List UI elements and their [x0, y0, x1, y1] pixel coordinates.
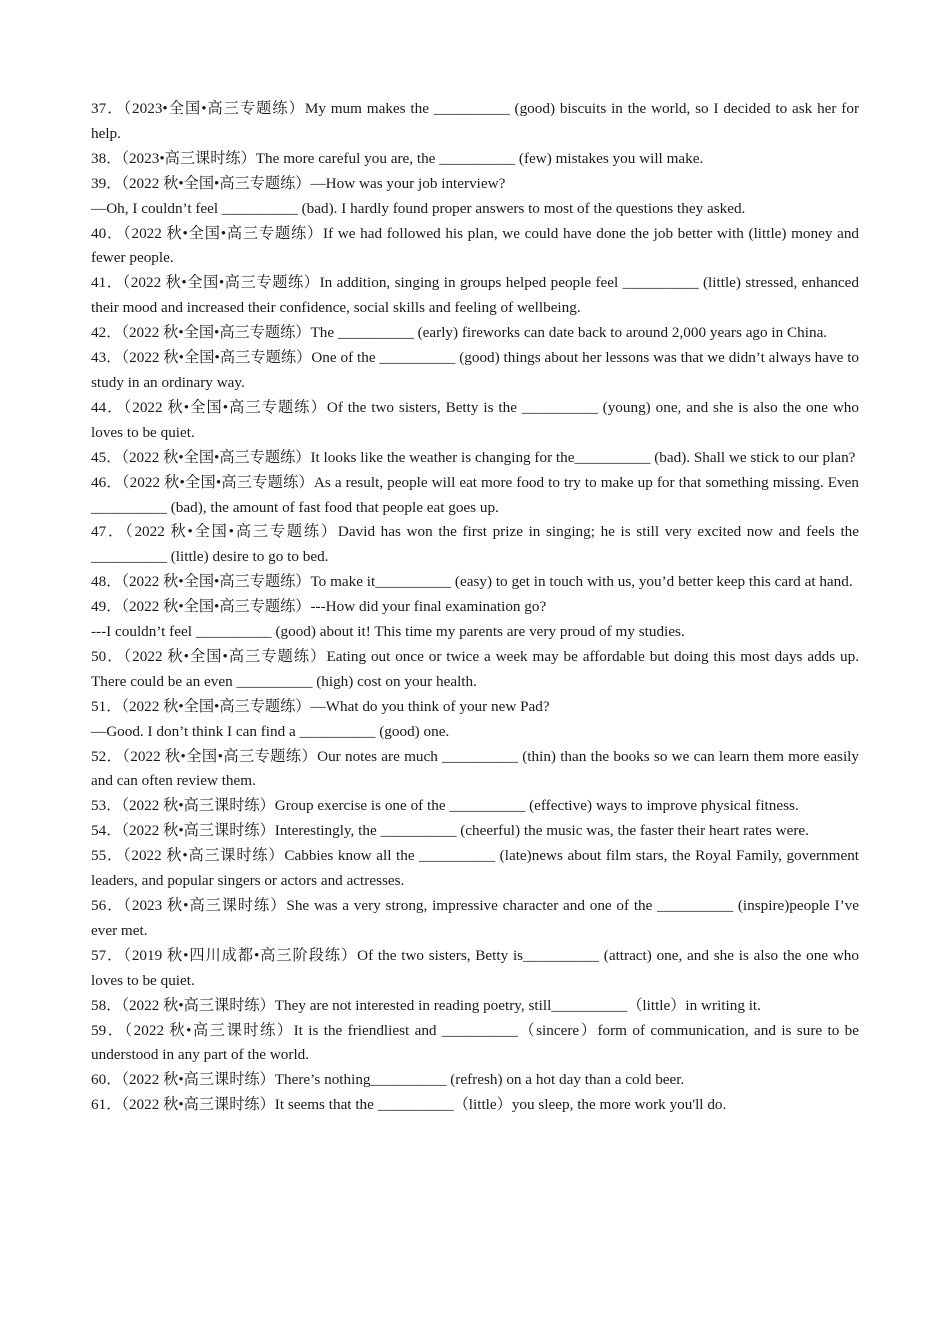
question-number: 56．: [91, 897, 124, 914]
question-line: [91, 446, 859, 471]
question-source: （2023 秋•高三课时练）: [123, 897, 287, 914]
question-text: Cabbies know all the __________ (late)news about film stars, the Royal Family, government leaders, and popular singers or actors and actresses.: [91, 847, 860, 890]
question-number: 58．: [91, 996, 122, 1014]
question-number: 38．: [91, 149, 122, 167]
question-item: [91, 894, 859, 944]
question-source: （2022 秋•高三课时练）: [124, 1021, 294, 1039]
question-text: —Oh, I couldn’t feel __________ (bad). I hardly found proper answers to most of the questions they asked.: [91, 199, 746, 217]
question-number: 37．: [91, 100, 124, 117]
question-text: It is the friendliest and __________（sincere）form of communication, and is sure to be understood in any part of the world.: [91, 1021, 859, 1064]
question-text: It seems that the __________（little）you sleep, the more work you'll do.: [274, 1096, 727, 1114]
question-source: （2022 秋•高三课时练）: [121, 1096, 275, 1114]
question-item: [91, 1068, 859, 1093]
question-line: [91, 994, 859, 1019]
question-item: [91, 520, 859, 570]
question-text: There’s nothing__________ (refresh) on a hot day than a cold beer.: [274, 1071, 685, 1089]
question-source: （2022 秋•全国•高三专题练）: [121, 448, 311, 466]
question-item: [91, 570, 859, 595]
question-line: [91, 471, 859, 521]
question-item: [91, 994, 859, 1019]
question-source: （2023•高三课时练）: [121, 149, 256, 167]
question-item: [91, 396, 859, 446]
question-line: [91, 321, 859, 346]
question-text: —What do you think of your new Pad?: [310, 697, 550, 715]
question-item: [91, 446, 859, 471]
question-item: [91, 944, 859, 994]
question-item: [91, 1019, 859, 1069]
question-text: —Good. I don’t think I can find a __________ (good) one.: [91, 722, 450, 740]
question-text: As a result, people will eat more food to try to make up for that something missing. Even __________ (bad), the amount of fast food that people eat goes up.: [91, 473, 859, 516]
question-item: [91, 346, 859, 396]
question-text: David has won the first prize in singing; he is still very excited now and feels the __________ (little) desire to go to bed.: [91, 523, 859, 566]
question-line: [91, 222, 859, 272]
question-line: [91, 197, 859, 222]
question-line: [91, 1068, 859, 1093]
question-item: [91, 645, 859, 695]
question-line: [91, 570, 859, 595]
question-line: [91, 346, 859, 396]
question-source: （2022 秋•全国•高三专题练）: [122, 747, 318, 765]
question-number: 44．: [91, 398, 124, 416]
question-source: （2022 秋•高三课时练）: [121, 996, 275, 1014]
question-source: （2022 秋•高三课时练）: [122, 847, 285, 865]
question-number: 57．: [91, 946, 124, 964]
question-line: [91, 745, 859, 795]
question-number: 39．: [91, 174, 122, 192]
question-line: [91, 645, 859, 695]
question-line: [91, 794, 859, 819]
question-source: （2022 秋•全国•高三专题练）: [121, 473, 314, 491]
question-number: 53．: [91, 797, 122, 815]
question-number: 42．: [91, 324, 122, 342]
question-item: [91, 1093, 859, 1118]
question-text: They are not interested in reading poetry, still__________（little）in writing it.: [274, 996, 761, 1014]
question-number: 52．: [91, 747, 123, 765]
question-item: [91, 695, 859, 745]
question-item: [91, 745, 859, 795]
question-source: （2023•全国•高三专题练）: [123, 100, 305, 117]
question-source: （2022 秋•全国•高三专题练）: [121, 349, 312, 367]
question-line: [91, 1019, 859, 1069]
question-number: 43．: [91, 349, 122, 367]
question-source: （2022 秋•高三课时练）: [121, 797, 275, 815]
question-text: The more careful you are, the __________ (few) mistakes you will make.: [255, 149, 704, 167]
question-line: [91, 844, 859, 894]
question-line: [91, 944, 859, 994]
question-line: [91, 172, 859, 197]
question-text: The __________ (early) fireworks can date back to around 2,000 years ago in China.: [310, 324, 828, 342]
question-number: 49．: [91, 598, 122, 616]
question-number: 45．: [91, 448, 122, 466]
question-item: [91, 471, 859, 521]
question-text: —How was your job interview?: [310, 174, 506, 192]
question-source: （2022 秋•全国•高三专题练）: [121, 324, 311, 342]
question-line: [91, 1093, 859, 1118]
question-line: [91, 271, 859, 321]
question-number: 61．: [91, 1096, 122, 1114]
question-source: （2022 秋•高三课时练）: [121, 1071, 275, 1089]
question-source: （2022 秋•全国•高三专题练）: [125, 523, 338, 541]
question-text: Interestingly, the __________ (cheerful) the music was, the faster their heart rates were.: [274, 822, 809, 840]
question-number: 51．: [91, 697, 122, 715]
question-number: 54．: [91, 822, 122, 840]
question-item: [91, 595, 859, 645]
question-line: [91, 147, 859, 172]
question-line: [91, 396, 859, 446]
question-line: [91, 894, 859, 944]
exercise-page: [91, 97, 859, 1118]
question-item: [91, 97, 859, 147]
question-source: （2022 秋•全国•高三专题练）: [122, 274, 320, 292]
question-item: [91, 172, 859, 222]
question-text: She was a very strong, impressive character and one of the __________ (inspire)people I’ve ever met.: [91, 897, 860, 939]
question-source: （2019 秋•四川成都•高三阶段练）: [123, 946, 358, 964]
question-text: It looks like the weather is changing for the__________ (bad). Shall we stick to our plan?: [310, 448, 856, 466]
question-item: [91, 147, 859, 172]
question-item: [91, 794, 859, 819]
question-source: （2022 秋•高三课时练）: [121, 822, 275, 840]
question-number: 41．: [91, 274, 123, 292]
question-text: Group exercise is one of the __________ (effective) ways to improve physical fitness.: [274, 797, 799, 815]
question-text: My mum makes the __________ (good) biscuits in the world, so I decided to ask her for help.: [91, 100, 859, 142]
question-text: Of the two sisters, Betty is__________ (attract) one, and she is also the one who loves to be quiet.: [91, 946, 859, 989]
question-text: One of the __________ (good) things about her lessons was that we didn’t always have to study in an ordinary way.: [91, 349, 860, 391]
question-number: 46．: [91, 473, 122, 491]
question-number: 59．: [91, 1021, 125, 1039]
question-source: （2022 秋•全国•高三专题练）: [123, 647, 327, 665]
question-source: （2022 秋•全国•高三专题练）: [121, 697, 311, 715]
question-text: In addition, singing in groups helped people feel __________ (little) stressed, enhanced their mood and increased their confidence, social skills and feeling of wellbeing.: [91, 274, 859, 317]
question-text: To make it__________ (easy) to get in touch with us, you’d better keep this card at hand.: [310, 573, 853, 591]
question-number: 48．: [91, 573, 122, 591]
question-source: （2022 秋•全国•高三专题练）: [123, 398, 327, 416]
question-source: （2022 秋•全国•高三专题练）: [121, 573, 311, 591]
question-item: [91, 271, 859, 321]
question-text: Eating out once or twice a week may be affordable but doing this most days adds up. There could be an even __________ (high) cost on your health.: [91, 647, 860, 690]
question-line: [91, 520, 859, 570]
question-text: Our notes are much __________ (thin) than the books so we can learn them more easily and can often review them.: [91, 747, 859, 790]
question-line: [91, 695, 859, 720]
question-source: （2022 秋•全国•高三专题练）: [121, 598, 311, 616]
question-number: 55．: [91, 847, 123, 865]
question-line: [91, 620, 859, 645]
question-source: （2022 秋•全国•高三专题练）: [123, 224, 324, 242]
question-source: （2022 秋•全国•高三专题练）: [121, 174, 311, 192]
question-item: [91, 844, 859, 894]
question-number: 47．: [91, 523, 126, 541]
question-text: If we had followed his plan, we could have done the job better with (little) money and fewer people.: [91, 224, 860, 267]
question-line: [91, 97, 859, 147]
question-line: [91, 819, 859, 844]
question-text: Of the two sisters, Betty is the __________ (young) one, and she is also the one who loves to be quiet.: [91, 398, 859, 441]
question-item: [91, 321, 859, 346]
question-text: ---How did your final examination go?: [310, 598, 547, 616]
question-text: ---I couldn’t feel __________ (good) about it! This time my parents are very proud of my studies.: [91, 623, 685, 641]
question-item: [91, 819, 859, 844]
question-line: [91, 595, 859, 620]
question-line: [91, 720, 859, 745]
question-number: 50．: [91, 647, 124, 665]
question-number: 60．: [91, 1071, 122, 1089]
question-number: 40．: [91, 224, 124, 242]
question-item: [91, 222, 859, 272]
